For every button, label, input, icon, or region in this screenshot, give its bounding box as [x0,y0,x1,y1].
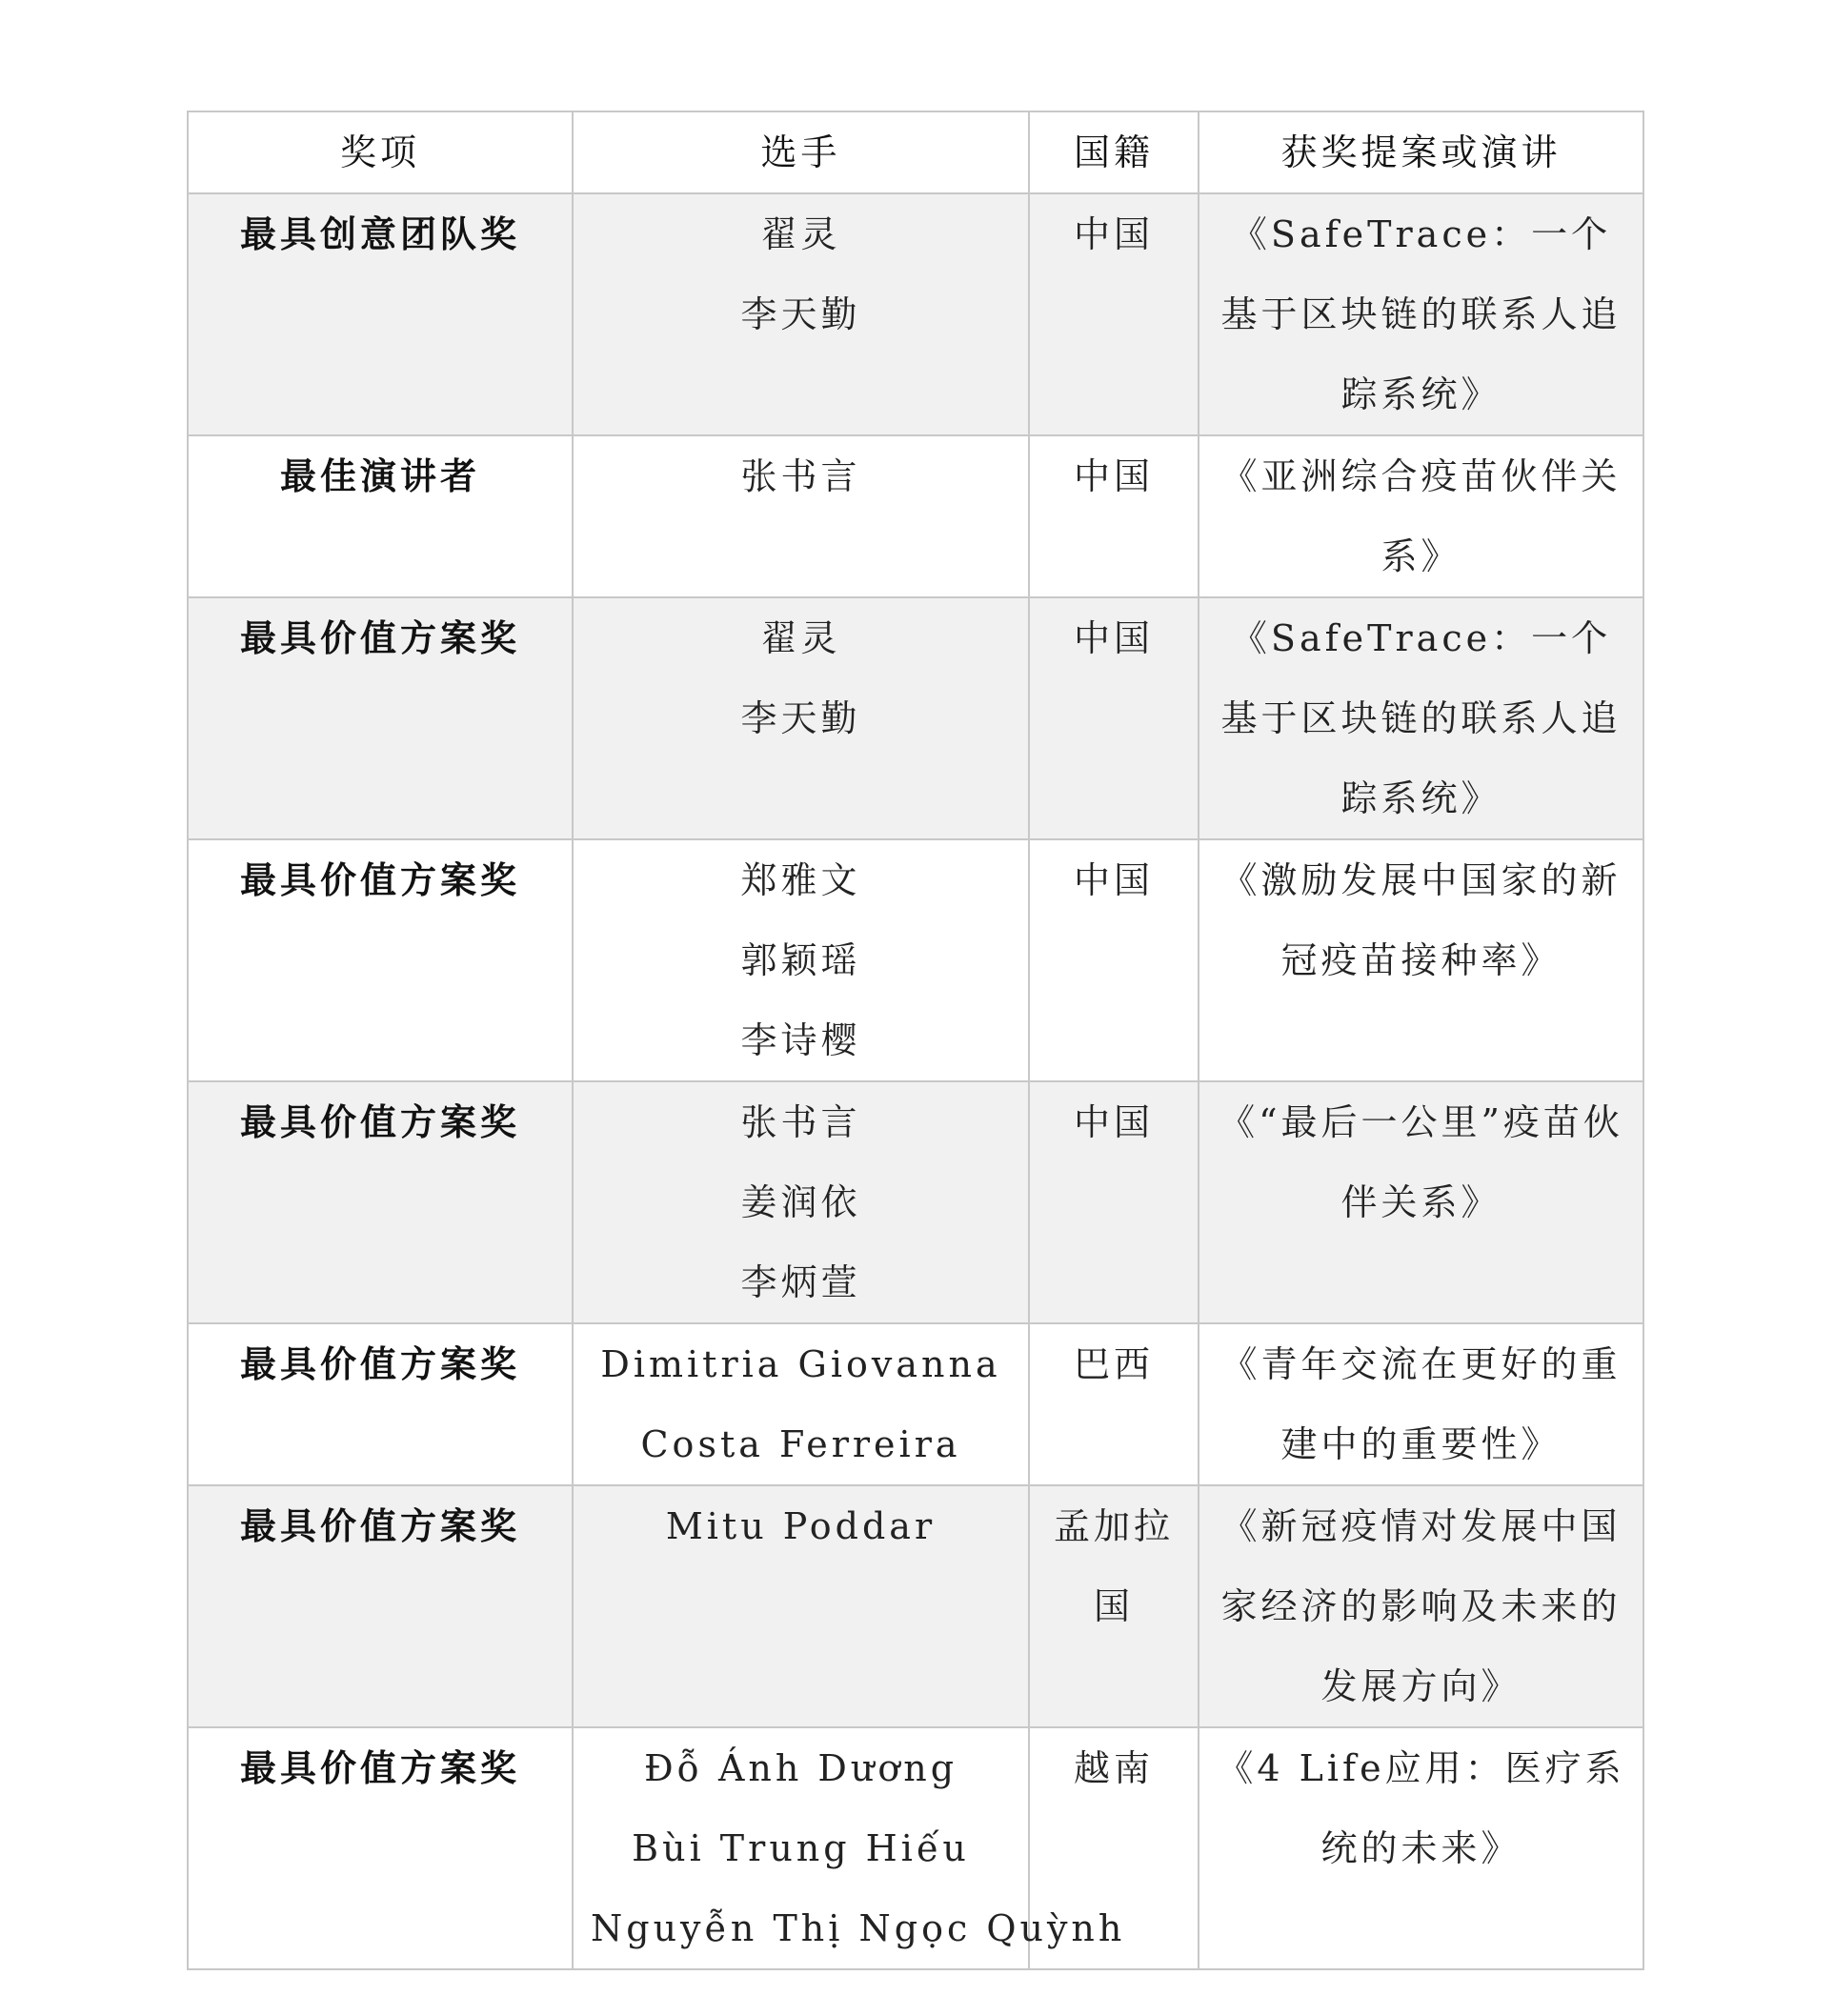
proposal-cell [1199,435,1643,597]
award-cell: 最具价值方案奖 [188,1323,573,1485]
participant-name: 郭颖瑶 [740,939,861,981]
participant-name: 张书言 [740,1101,861,1143]
participant-name: 李炳萱 [740,1261,861,1303]
proposal-cell [1199,597,1643,839]
header-nationality: 国籍 [1029,111,1199,193]
nationality-cell: 中国 [1029,1081,1199,1323]
header-proposal: 获奖提案或演讲 [1199,111,1643,193]
award-cell: 最佳演讲者 [188,435,573,597]
participant-name: 郑雅文 [740,859,861,901]
proposal-cell [1199,1323,1643,1485]
nationality-cell: 中国 [1029,193,1199,435]
participants-cell [573,1485,1029,1727]
award-cell: 最具价值方案奖 [188,1485,573,1727]
award-cell: 最具价值方案奖 [188,597,573,839]
participant-name: 翟灵 [760,617,841,659]
participant-name: Nguyễn Thị Ngọc Quỳnh [591,1907,1126,1949]
proposal-title: 《“最后一公里”疫苗伙伴关系》 [1219,1101,1623,1223]
table-row [188,1485,1643,1727]
participants-cell [573,1081,1029,1323]
nationality-cell [1029,1485,1199,1727]
proposal-cell [1199,1485,1643,1727]
table-row [188,435,1643,597]
award-cell: 最具价值方案奖 [188,1727,573,1969]
proposal-title: 《新冠疫情对发展中国家经济的影响及未来的发展方向》 [1220,1505,1622,1707]
award-cell: 最具价值方案奖 [188,1081,573,1323]
participant-name: Mitu Poddar [665,1505,937,1547]
table-row [188,839,1643,1081]
nationality-cell: 中国 [1029,435,1199,597]
participant-name: Bùi Trung Hiếu [632,1827,970,1869]
proposal-cell [1199,1727,1643,1969]
participants-cell [573,839,1029,1081]
table-row [188,1727,1643,1969]
header-participants: 选手 [573,111,1029,193]
participant-name: Costa Ferreira [640,1423,961,1465]
nationality-cell: 越南 [1029,1727,1199,1969]
proposal-cell [1199,839,1643,1081]
proposal-title: 《SafeTrace：一个基于区块链的联系人追踪系统》 [1220,617,1622,819]
proposal-cell [1199,1081,1643,1323]
header-award: 奖项 [188,111,573,193]
proposal-cell [1199,193,1643,435]
proposal-title: 《激励发展中国家的新冠疫苗接种率》 [1220,859,1622,981]
participant-name: 李天勤 [740,293,861,335]
participant-name: Đỗ Ánh Dương [643,1747,958,1789]
table-header-row [188,111,1643,193]
participant-name: 翟灵 [760,213,841,255]
proposal-title: 《SafeTrace：一个基于区块链的联系人追踪系统》 [1220,213,1622,415]
participants-cell [573,435,1029,597]
proposal-title: 《青年交流在更好的重建中的重要性》 [1220,1343,1622,1465]
participant-name: 张书言 [740,455,861,497]
nationality-cell: 中国 [1029,839,1199,1081]
nationality-cell: 中国 [1029,597,1199,839]
award-cell: 最具价值方案奖 [188,839,573,1081]
participants-cell [573,193,1029,435]
participant-name: 姜润依 [740,1181,861,1223]
awards-table [187,111,1644,1970]
participant-name: 李天勤 [740,697,861,739]
nationality-text: 孟加拉国 [1053,1505,1174,1627]
table-row [188,1323,1643,1485]
table-row [188,597,1643,839]
table-row [188,1081,1643,1323]
participant-name: 李诗樱 [740,1019,861,1061]
participants-cell [573,597,1029,839]
participants-cell [573,1323,1029,1485]
award-cell: 最具创意团队奖 [188,193,573,435]
participant-name: Dimitria Giovanna [600,1343,1001,1385]
nationality-cell: 巴西 [1029,1323,1199,1485]
proposal-title: 《4 Life应用：医疗系统的未来》 [1217,1747,1625,1869]
table-row [188,193,1643,435]
proposal-title: 《亚洲综合疫苗伙伴关系》 [1220,455,1622,577]
